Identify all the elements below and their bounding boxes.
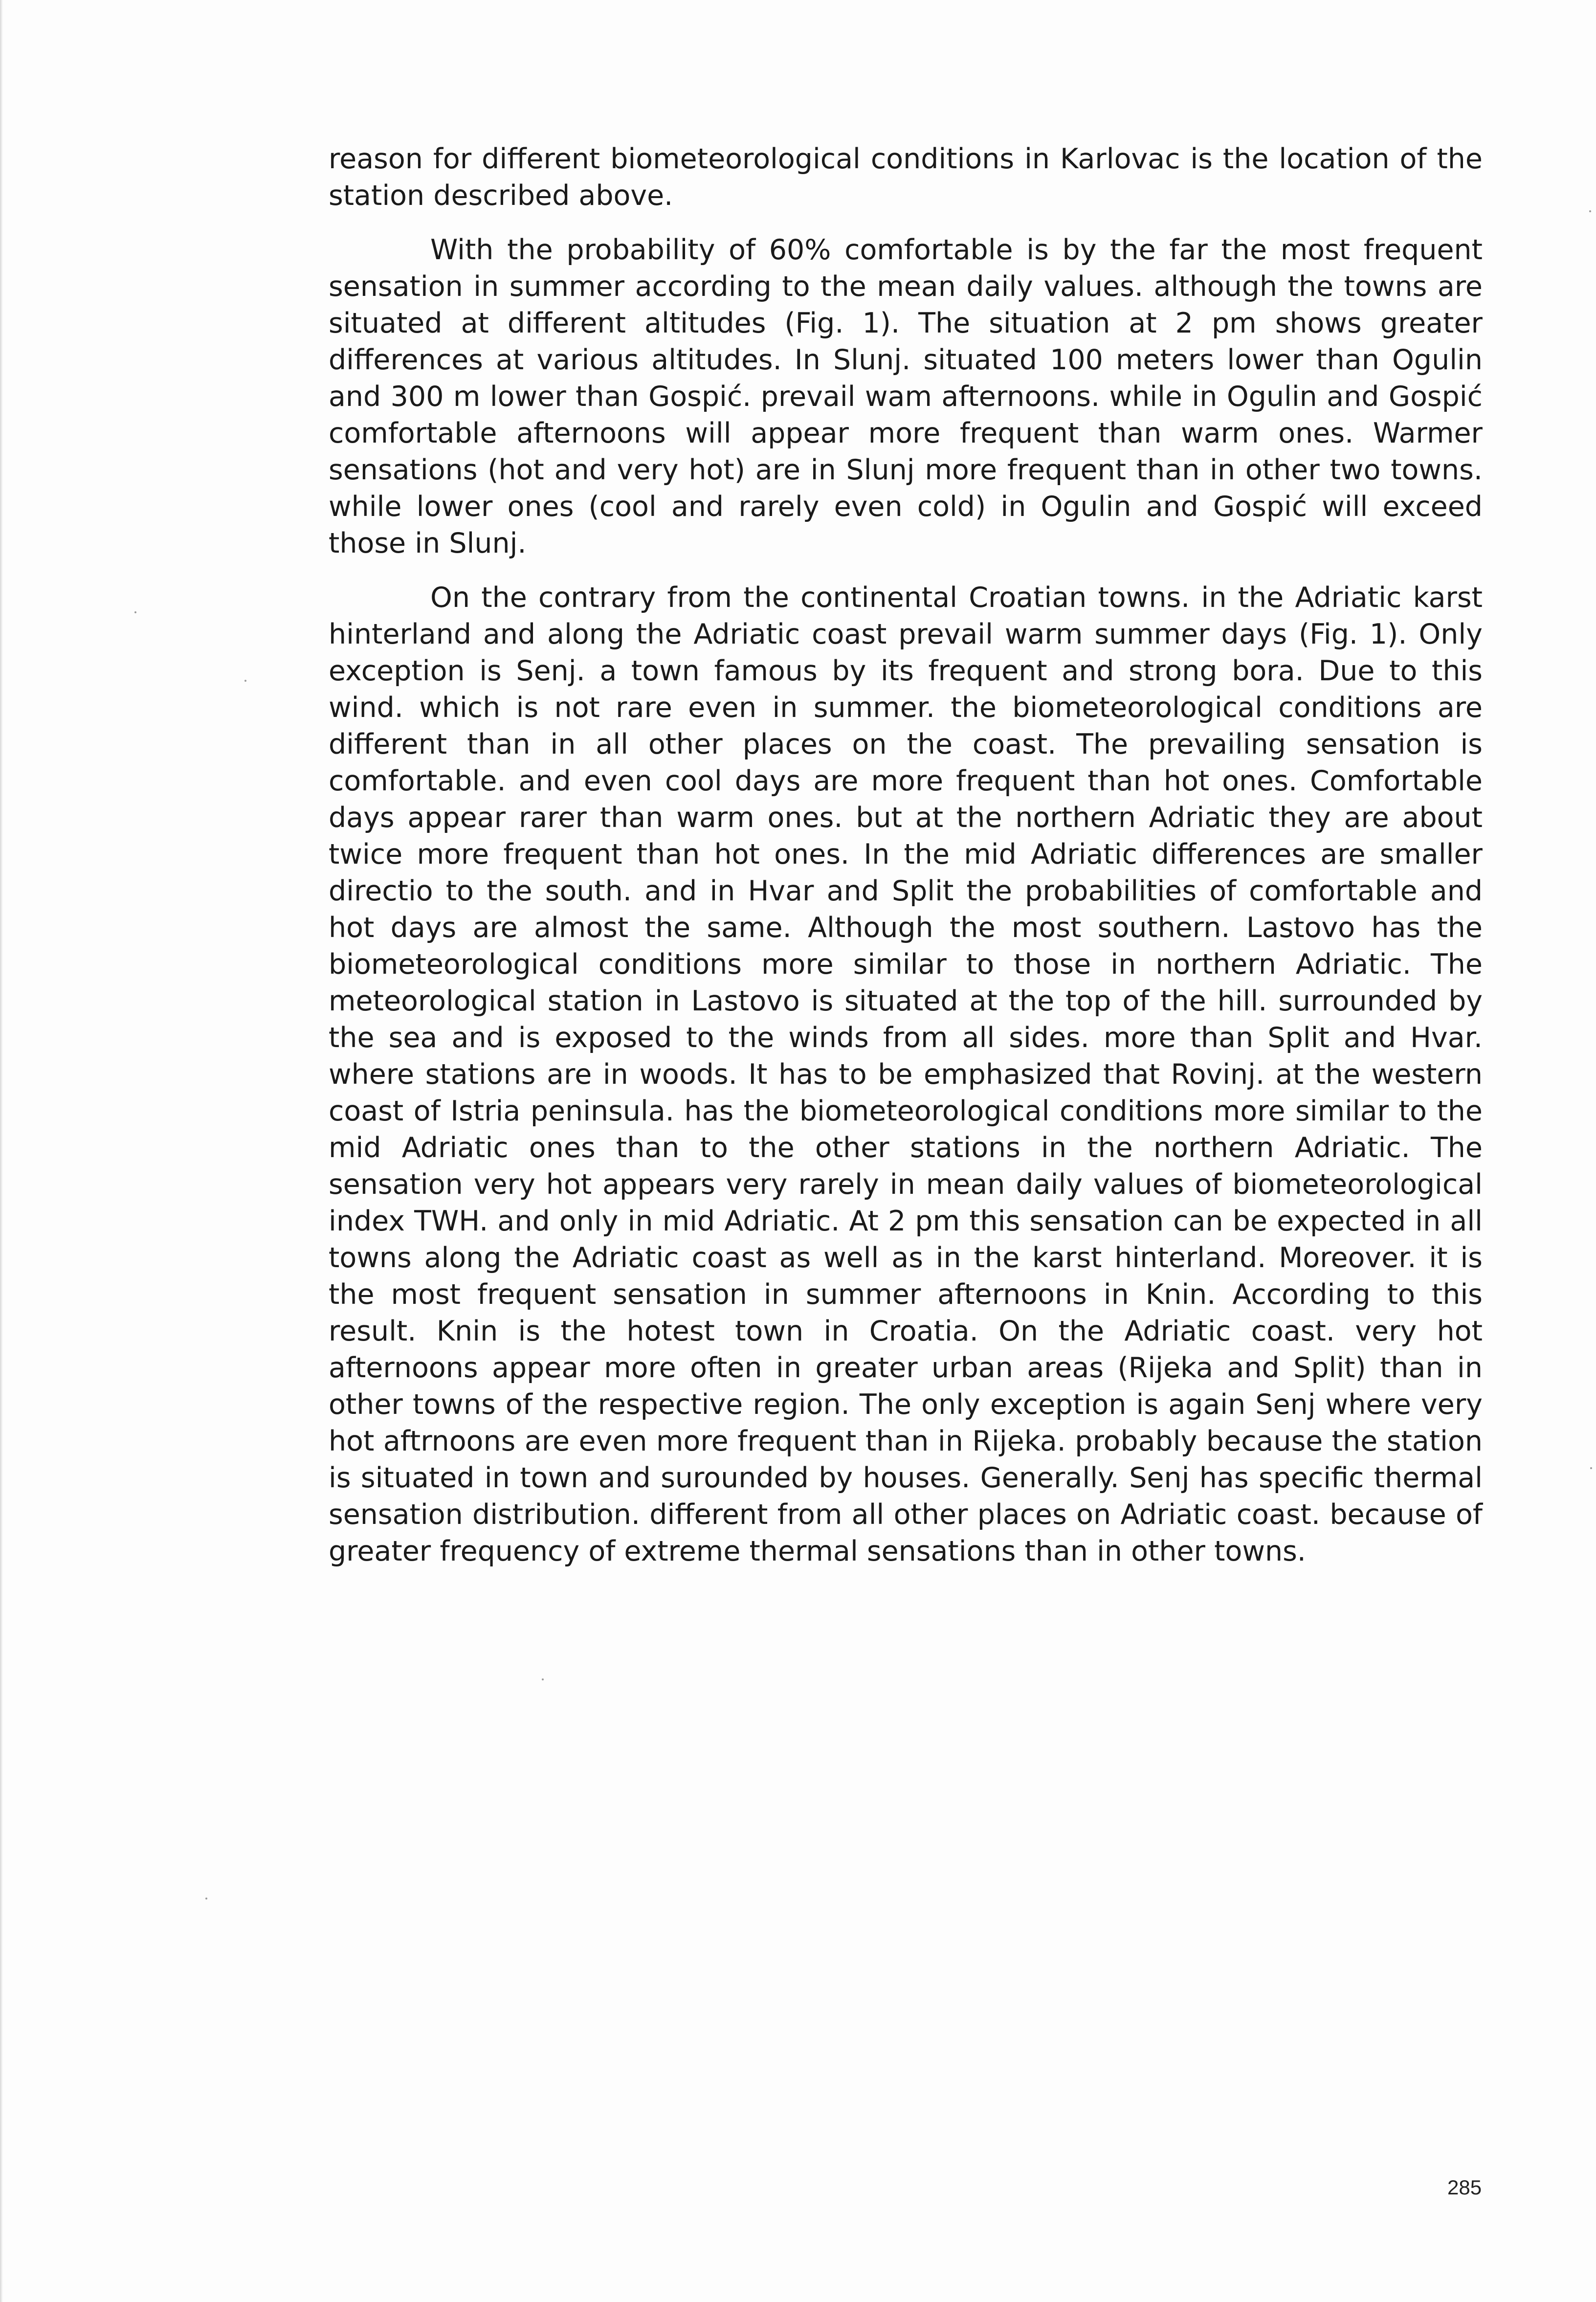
body-text bbox=[329, 141, 1483, 1587]
scan-speck bbox=[542, 1678, 544, 1680]
page-number: 285 bbox=[1447, 2176, 1482, 2199]
scan-edge bbox=[0, 0, 3, 2302]
scan-speck bbox=[205, 1898, 207, 1900]
scan-speck bbox=[1589, 210, 1591, 212]
scan-speck bbox=[134, 611, 136, 613]
scan-speck bbox=[1590, 1467, 1592, 1469]
paragraph-1: reason for different biometeorological conditions in Karlovac is the location of the station described above. bbox=[329, 143, 1483, 212]
paragraph-3: On the contrary from the continental Croatian towns. in the Adriatic karst hinterland and along the Adriatic coast prevail warm summer days (Fig. 1). Only exception is Senj. a town famous by its frequent and strong bora. Due to this wind. which is not rare even in summer. the biometeorological conditions are different than in all other places on the coast. The prevailing sensation is comfortable. and even cool days are more frequent than hot ones. Comfortable days appear rarer than warm ones. but at the northern Adriatic they are about twice more frequent than hot ones. In the mid Adriatic differences are smaller directio to the south. and in Hvar and Split the probabilities of comfortable and hot days are almost the same. Although the most southern. Lastovo has the biometeorological conditions more similar to those in northern Adriatic. The meteorological station in Lastovo is situated at the top of the hill. surrounded by the sea and is exposed to the winds from all sides. more than Split and Hvar. where stations are in woods. It has to be emphasized that Rovinj. at the western coast of Istria peninsula. has the biometeorological conditions more similar to the mid Adriatic ones than to the other stations in the northern Adriatic. The sensation very hot appears very rarely in mean daily values of biometeorological index TWH. and only in mid Adriatic. At 2 pm this sensation can be expected in all towns along the Adriatic coast as well as in the karst hinterland. Moreover. it is the most frequent sensation in summer afternoons in Knin. According to this result. Knin is the hotest town in Croatia. On the Adriatic coast. very hot afternoons appear more often in greater urban areas (Rijeka and Split) than in other towns of the respective region. The only exception is again Senj where very hot aftrnoons are even more frequent than in Rijeka. probably because the station is situated in town and surounded by houses. Generally. Senj has specific thermal sensation distribution. different from all other places on Adriatic coast. because of greater frequency of extreme thermal sensations than in other towns. bbox=[329, 581, 1483, 1567]
paragraph-2: With the probability of 60% comfortable is by the far the most frequent sensation in summer according to the mean daily values. although the towns are situated at different altitudes (Fig. 1). The situation at 2 pm shows greater differences at various altitudes. In Slunj. situated 100 meters lower than Ogulin and 300 m lower than Gospić. prevail wam afternoons. while in Ogulin and Gospić comfortable afternoons will appear more frequent than warm ones. Warmer sensations (hot and very hot) are in Slunj more frequent than in other two towns. while lower ones (cool and rarely even cold) in Ogulin and Gospić will exceed those in Slunj. bbox=[329, 234, 1483, 559]
scan-speck bbox=[244, 680, 246, 682]
